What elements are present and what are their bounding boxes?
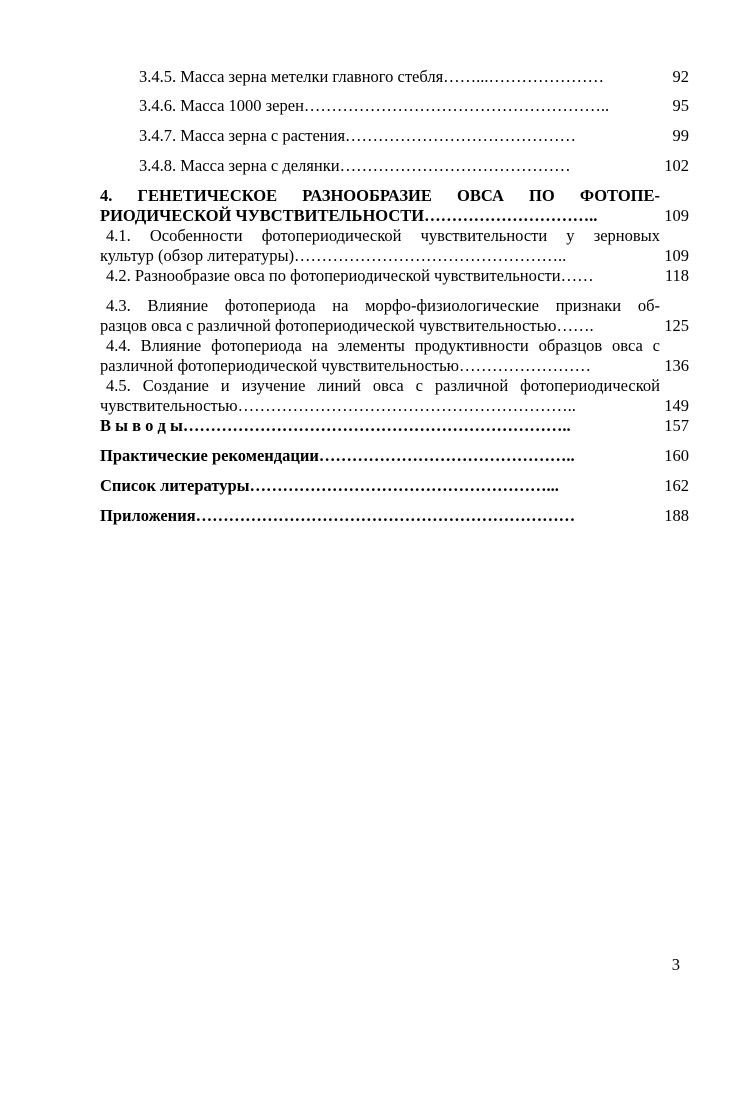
toc-entry-3-4-8: 3.4.8. Масса зерна с делянки…………………………………… xyxy=(139,156,571,175)
toc-entry-4-2: 4.2. Разнообразие овса по фотопериодической чувствительности…… xyxy=(106,266,594,285)
toc-entry-4-5-line-2: чувствительностью…………………………………………………….. xyxy=(100,396,576,415)
toc-references: Список литературы………………………………………………... xyxy=(100,476,559,495)
toc-page-4-4: 136 xyxy=(664,356,689,375)
toc-entry-4-5-line-1: 4.5. Создание и изучение линий овса с различной фотопериодической xyxy=(106,376,660,395)
toc-page-4-1: 109 xyxy=(664,246,689,265)
toc-page-3-4-6: 95 xyxy=(672,96,689,115)
toc-page-conclusions: 157 xyxy=(664,416,689,435)
toc-page-references: 162 xyxy=(664,476,689,495)
toc-page-recommendations: 160 xyxy=(664,446,689,465)
toc-entry-3-4-6: 3.4.6. Масса 1000 зерен……………………………………………….. xyxy=(139,96,610,115)
toc-entry-4-4-line-2: различной фотопериодической чувствительностью…………………… xyxy=(100,356,591,375)
toc-page-4: 109 xyxy=(664,206,689,225)
toc-chapter-4-line-2: РИОДИЧЕСКОЙ ЧУВСТВИТЕЛЬНОСТИ………………………….. xyxy=(100,206,598,225)
toc-entry-4-4-line-1: 4.4. Влияние фотопериода на элементы продуктивности образцов овса с xyxy=(106,336,660,355)
toc-entry-3-4-7: 3.4.7. Масса зерна с растения…………………………………… xyxy=(139,126,577,145)
toc-entry-4-1-line-2: культур (обзор литературы)………………………………………….. xyxy=(100,246,567,265)
page-number: 3 xyxy=(671,955,680,974)
toc-appendices: Приложения…………………………………………………………… xyxy=(100,506,576,525)
toc-page-3-4-5: 92 xyxy=(672,67,689,86)
toc-page-3-4-7: 99 xyxy=(672,126,689,145)
toc-page-4-3: 125 xyxy=(664,316,689,335)
toc-page-appendices: 188 xyxy=(664,506,689,525)
toc-entry-4-3-line-1: 4.3. Влияние фотопериода на морфо-физиологические признаки об- xyxy=(106,296,660,315)
toc-page-4-5: 149 xyxy=(664,396,689,415)
toc-page-4-2: 118 xyxy=(664,266,689,285)
toc-page-3-4-8: 102 xyxy=(664,156,689,175)
toc-entry-3-4-5: 3.4.5. Масса зерна метелки главного стебля……...………………… xyxy=(139,67,605,86)
toc-chapter-4-line-1: 4. ГЕНЕТИЧЕСКОЕ РАЗНООБРАЗИЕ ОВСА ПО ФОТОПЕ- xyxy=(100,186,660,205)
toc-entry-4-3-line-2: разцов овса с различной фотопериодической чувствительностью……. xyxy=(100,316,594,335)
toc-conclusions: В ы в о д ы…………………………………………………………….. xyxy=(100,416,571,435)
toc-entry-4-1-line-1: 4.1. Особенности фотопериодической чувствительности у зерновых xyxy=(106,226,660,245)
toc-recommendations: Практические рекомендации……………………………………….. xyxy=(100,446,575,465)
